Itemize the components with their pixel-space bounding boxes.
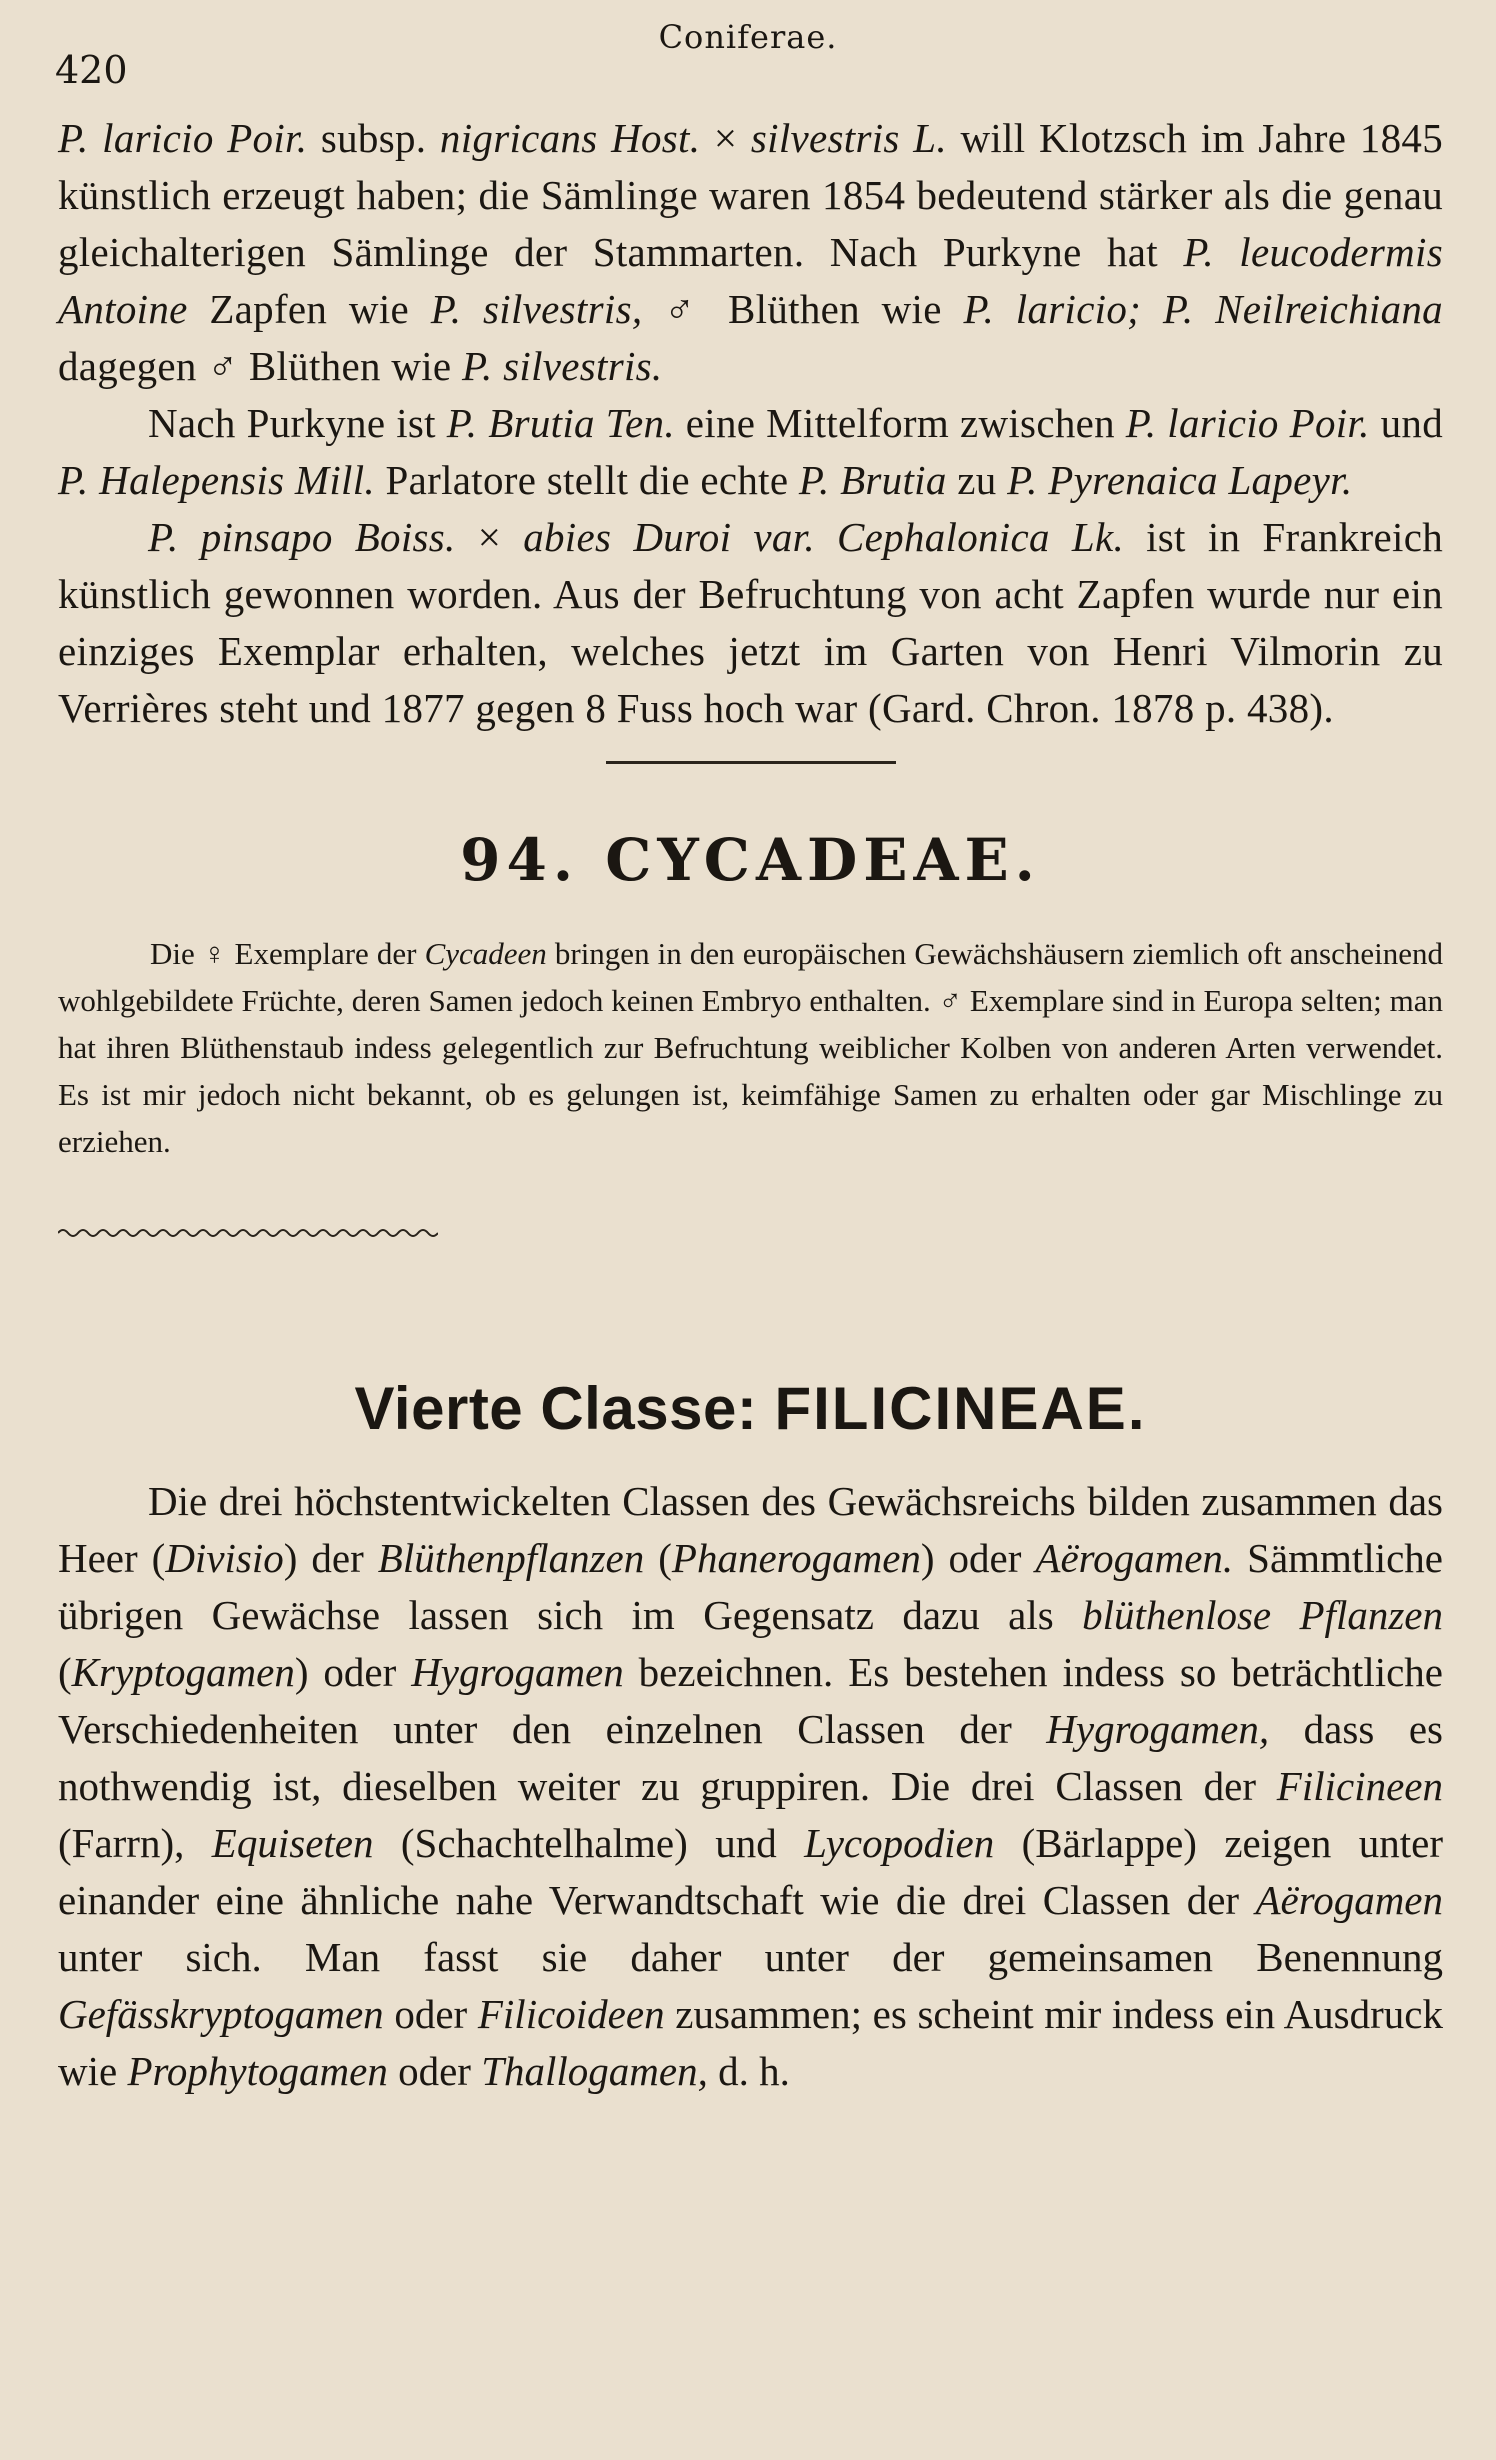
paragraph-filicineae-intro <box>58 1473 1443 2100</box>
italic-run: Aërogamen. <box>1035 1535 1234 1581</box>
running-head: Coniferae. <box>658 18 838 56</box>
text-run: Parlatore stellt die echte <box>374 457 799 503</box>
italic-run: Hygrogamen <box>411 1649 624 1695</box>
text-run: ist in Frankreich künstlich gewonnen worden. Aus der Befruchtung von acht Zapfen wurde nur ein einziges Exemplar erhalten, welches jetzt im Garten von Henri Vilmorin zu Verrières steht und 1877 gegen 8 Fuss hoch war (Gard. Chron. 1878 p. 438). <box>58 514 1443 731</box>
text-run: zusammen; es scheint mir indess ein Ausdruck wie <box>58 1991 1443 2094</box>
section-title-cycadeae: 94. CYCADEAE. <box>460 826 1041 894</box>
class-title-name: FILICINEAE. <box>774 1375 1147 1442</box>
cycadeae-section <box>58 930 1443 1165</box>
italic-run: Phanerogamen <box>671 1535 921 1581</box>
text-run: × <box>700 115 751 161</box>
text-run: (Farrn), <box>58 1820 212 1866</box>
italic-run: abies Duroi var. Cephalonica Lk. <box>523 514 1125 560</box>
italic-run: P. laricio Poir. <box>58 115 308 161</box>
text-run: dass es nothwendig ist, dieselben weiter zu gruppiren. Die drei Classen der <box>58 1706 1443 1809</box>
text-run: Zapfen wie <box>187 286 431 332</box>
italic-run: Blüthenpflanzen <box>377 1535 645 1581</box>
paragraph-cycadeen <box>58 930 1443 1165</box>
italic-run: P. laricio; P. Neilreichiana <box>963 286 1443 332</box>
italic-run: Lycopodien <box>804 1820 995 1866</box>
italic-run: P. Halepensis Mill. <box>58 457 375 503</box>
italic-run: P. Pyrenaica Lapeyr. <box>1007 457 1353 503</box>
text-run: d. h. <box>707 2048 790 2094</box>
italic-run: blüthenlose Pflanzen <box>1082 1592 1443 1638</box>
italic-run: P. leucodermis Antoine <box>58 229 1443 332</box>
italic-run: Filicoideen <box>477 1991 665 2037</box>
paragraph-pinus-laricio <box>58 110 1443 395</box>
text-run: Sämmtliche übrigen Gewächse lassen sich im Gegensatz dazu als <box>58 1535 1443 1638</box>
italic-run: nigricans Host. <box>439 115 701 161</box>
filicineae-section <box>58 1473 1443 2100</box>
italic-run: Aërogamen <box>1255 1877 1443 1923</box>
italic-run: Hygrogamen, <box>1046 1706 1270 1752</box>
text-run: × <box>455 514 524 560</box>
text-run: ( <box>58 1649 72 1695</box>
text-run: ) oder <box>294 1649 412 1695</box>
text-run: oder <box>387 2048 482 2094</box>
italic-run: Divisio <box>165 1535 284 1581</box>
text-run: und <box>1369 400 1443 446</box>
text-run: unter sich. Man fasst sie daher unter der gemeinsamen Benennung <box>58 1934 1443 1980</box>
italic-run: P. pinsapo Boiss. <box>148 514 456 560</box>
paragraph-pinus-brutia <box>58 395 1443 509</box>
page-number: 420 <box>55 48 128 92</box>
text-run: subsp. <box>307 115 440 161</box>
coniferae-hybrids-section <box>58 110 1443 737</box>
italic-run: Gefässkryptogamen <box>58 1991 384 2037</box>
italic-run: P. laricio Poir. <box>1125 400 1370 446</box>
italic-run: P. Brutia <box>798 457 947 503</box>
italic-run: Cycadeen <box>424 936 547 971</box>
text-run: dagegen ♂ Blüthen wie <box>58 343 462 389</box>
class-title-filicineae <box>58 1374 1443 1443</box>
text-run: ( <box>644 1535 672 1581</box>
italic-run: Kryptogamen <box>71 1649 295 1695</box>
italic-run: P. Brutia Ten. <box>446 400 675 446</box>
italic-run: Equiseten <box>211 1820 374 1866</box>
italic-run: silvestris L. <box>750 115 947 161</box>
text-run: zu <box>946 457 1008 503</box>
text-run: eine Mittelform zwischen <box>674 400 1126 446</box>
text-run: Die drei höchstentwickelten Classen des Gewächsreichs bilden zusammen das Heer ( <box>58 1478 1443 1581</box>
page-body <box>58 110 1443 2100</box>
text-run: Die ♀ Exemplare der <box>150 936 425 971</box>
text-run: (Schachtelhalme) und <box>373 1820 805 1866</box>
text-run: bringen in den europäischen Gewächshäusern ziemlich oft anscheinend wohlgebildete Früchte, deren Samen jedoch keinen Embryo enthalten. ♂ Exemplare sind in Europa selten; man hat ihren Blüthenstaub indess gelegentlich zur Befruchtung weiblicher Kolben von anderen Arten verwendet. Es ist mir jedoch nicht bekannt, ob es gelungen ist, keimfähige Samen zu erhalten oder gar Mischlinge zu erziehen. <box>58 936 1443 1159</box>
section-divider-line <box>606 761 896 764</box>
paragraph-pinus-pinsapo <box>58 509 1443 737</box>
wavy-divider <box>58 1225 438 1241</box>
text-run: ♂ Blüthen wie <box>642 286 964 332</box>
italic-run: Prophytogamen <box>127 2048 388 2094</box>
text-run: bezeichnen. Es bestehen indess so beträchtliche Verschiedenheiten unter den einzelnen Classen der <box>58 1649 1443 1752</box>
text-run: oder <box>383 1991 478 2037</box>
text-run: ) der <box>283 1535 378 1581</box>
italic-run: P. silvestris. <box>461 343 663 389</box>
italic-run: P. silvestris, <box>430 286 643 332</box>
class-title-prefix: Vierte Classe: <box>354 1375 775 1442</box>
italic-run: Thallogamen, <box>481 2048 708 2094</box>
text-run: Nach Purkyne ist <box>148 400 447 446</box>
text-run: ) oder <box>920 1535 1036 1581</box>
italic-run: Filicineen <box>1276 1763 1443 1809</box>
text-run: will Klotzsch im Jahre 1845 künstlich erzeugt haben; die Sämlinge waren 1854 bedeutend stärker als die genau gleichalterigen Sämlinge der Stammarten. Nach Purkyne hat <box>58 115 1443 275</box>
text-run: (Bärlappe) zeigen unter einander eine ähnliche nahe Verwandtschaft wie die drei Classen der <box>58 1820 1443 1923</box>
